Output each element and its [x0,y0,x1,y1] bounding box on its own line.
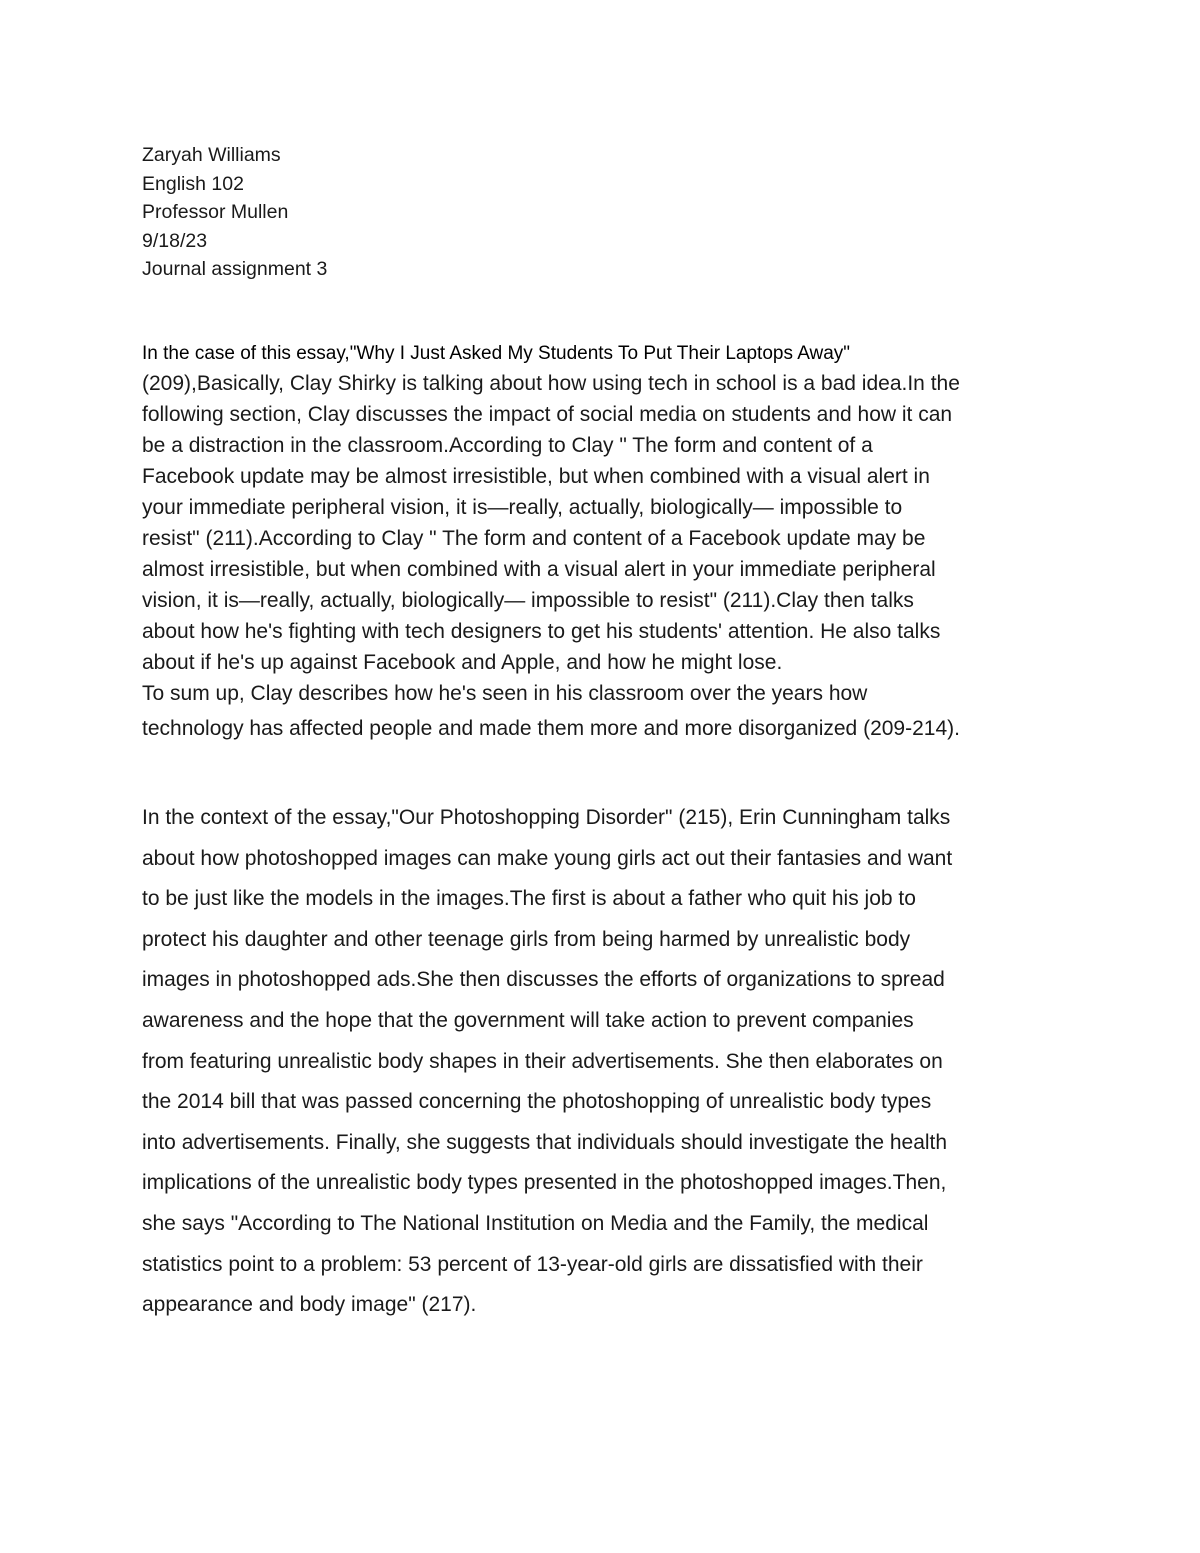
paragraph-line: In the case of this essay,"Why I Just Asked My Students To Put Their Laptops Away" [142,343,851,364]
paragraph-line: appearance and body image" (217). [142,1293,477,1317]
paragraph-line: To sum up, Clay describes how he's seen in his classroom over the years how [142,682,868,705]
paragraph-line: awareness and the hope that the government will take action to prevent companies [142,1008,914,1032]
assignment-title: Journal assignment 3 [142,258,328,280]
paragraph-photoshopping-essay [142,798,1082,1326]
paragraph-line: about how photoshopped images can make young girls act out their fantasies and want [142,846,953,870]
paragraph-line: protect his daughter and other teenage girls from being harmed by unrealistic body [142,927,911,951]
professor-name: Professor Mullen [142,201,289,223]
paragraph-line: to be just like the models in the images.The first is about a father who quit his job to [142,887,916,911]
paragraph-line: technology has affected people and made them more and more disorganized (209-214). [142,717,960,740]
author-name: Zaryah Williams [142,144,281,166]
paragraph-line: images in photoshopped ads.She then discusses the efforts of organizations to spread [142,968,945,992]
paragraph-line: your immediate peripheral vision, it is—really, actually, biologically— impossible to [142,496,903,519]
paragraph-line: be a distraction in the classroom.According to Clay " The form and content of a [142,434,873,457]
paragraph-laptops-essay [142,340,1082,749]
paragraph-line: In the context of the essay,"Our Photoshopping Disorder" (215), Erin Cunningham talks [142,806,951,829]
paragraph-line: implications of the unrealistic body types presented in the photoshopped images.Then, [142,1171,947,1195]
paragraph-line: she says "According to The National Institution on Media and the Family, the medical [142,1211,929,1235]
paragraph-line: about if he's up against Facebook and Apple, and how he might lose. [142,651,783,674]
paragraph-line: about how he's fighting with tech designers to get his students' attention. He also talks [142,620,941,643]
paragraph-line: statistics point to a problem: 53 percent of 13-year-old girls are dissatisfied with their [142,1252,923,1276]
paragraph-line: resist" (211).According to Clay " The form and content of a Facebook update may be [142,527,926,550]
paragraph-line: almost irresistible, but when combined with a visual alert in your immediate peripheral [142,558,936,581]
assignment-date: 9/18/23 [142,229,208,252]
paragraph-line: into advertisements. Finally, she suggests that individuals should investigate the health [142,1130,948,1154]
paragraph-line: Facebook update may be almost irresistible, but when combined with a visual alert in [142,465,930,488]
paragraph-line: vision, it is—really, actually, biologically— impossible to resist" (211).Clay then talks [142,589,914,612]
document-header [142,141,742,284]
paragraph-line: (209),Basically, Clay Shirky is talking about how using tech in school is a bad idea.In the [142,372,960,395]
paragraph-line: following section, Clay discusses the impact of social media on students and how it can [142,403,953,426]
paragraph-line: from featuring unrealistic body shapes in their advertisements. She then elaborates on [142,1049,943,1073]
paragraph-line: the 2014 bill that was passed concerning the photoshopping of unrealistic body types [142,1090,932,1114]
course-name: English 102 [142,172,244,195]
